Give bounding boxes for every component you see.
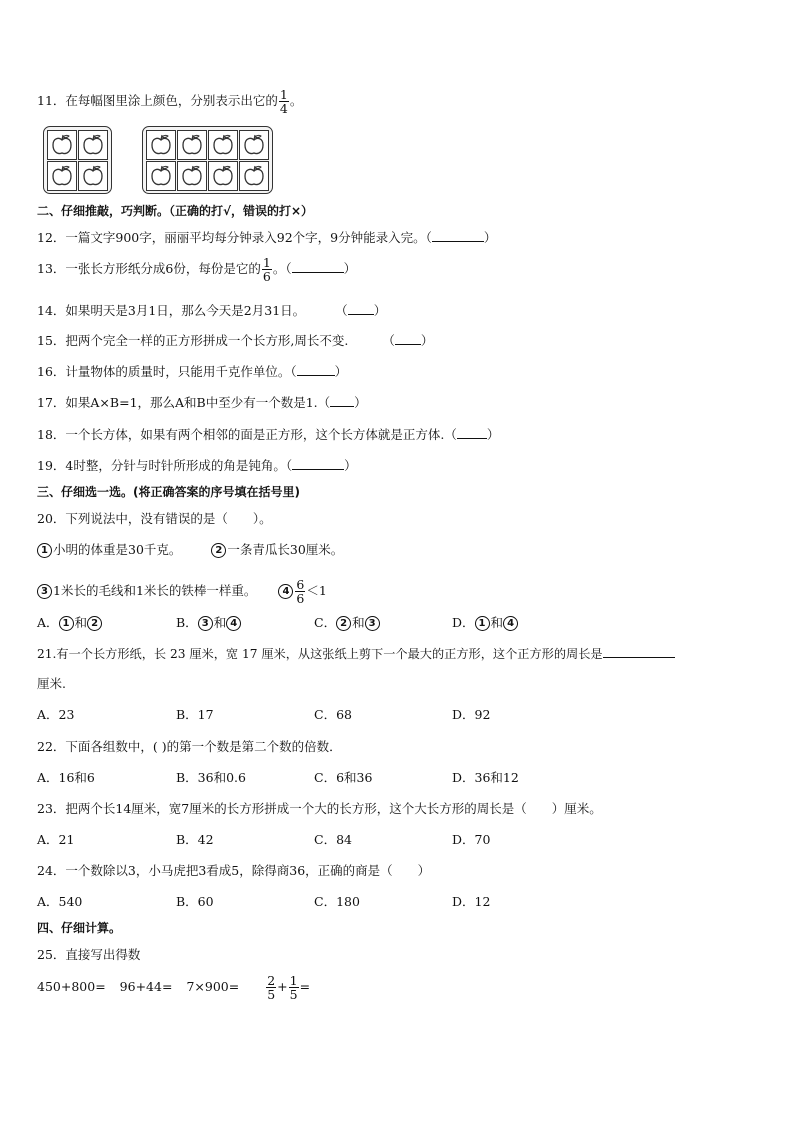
apple-icon xyxy=(211,133,235,157)
apple-cell[interactable] xyxy=(146,161,176,191)
option-a[interactable]: A．16和6 xyxy=(37,770,95,785)
option-d[interactable]: D． 1 和 4 xyxy=(452,614,519,632)
apple-cell[interactable] xyxy=(146,130,176,160)
apple-cell[interactable] xyxy=(78,161,108,191)
question-25: 25．直接写出得数 xyxy=(37,947,141,962)
answer-blank[interactable] xyxy=(330,394,354,407)
apple-icon xyxy=(242,164,266,188)
answer-blank[interactable] xyxy=(348,302,374,315)
apple-icon xyxy=(50,133,74,157)
question-14: 14．如果明天是3月1日，那么今天是2月31日。 （ ） xyxy=(37,303,387,318)
option-d[interactable]: D．36和12 xyxy=(452,770,519,785)
answer-blank[interactable] xyxy=(297,363,335,376)
apple-icon xyxy=(149,133,173,157)
fraction: $\frac{1}{6}$ xyxy=(262,255,271,284)
apple-cell[interactable] xyxy=(208,161,238,191)
option-b[interactable]: B． 3 和 4 xyxy=(176,614,242,632)
apple-icon xyxy=(50,164,74,188)
answer-blank[interactable] xyxy=(292,457,344,470)
question-19: 19．4时整，分针与时针所形成的角是钝角。（ ） xyxy=(37,458,357,473)
apple-icon xyxy=(149,164,173,188)
option-c[interactable]: C．84 xyxy=(314,832,352,847)
option-a[interactable]: A．540 xyxy=(37,894,83,909)
question-21: 21.有一个长方形纸，长 23 厘米，宽 17 厘米，从这张纸上剪下一个最大的正方形，这个正方形的周长是 xyxy=(37,645,675,663)
expression: 96+44= xyxy=(119,979,173,994)
apple-icon xyxy=(180,164,204,188)
answer-blank[interactable] xyxy=(603,645,675,658)
option-c[interactable]: C．68 xyxy=(314,707,352,722)
apple-cell[interactable] xyxy=(47,130,77,160)
apple-cell[interactable] xyxy=(47,161,77,191)
circled-number: 4 xyxy=(278,584,293,599)
option-c[interactable]: C．180 xyxy=(314,894,360,909)
expression: 7×900= xyxy=(186,979,240,994)
answer-blank[interactable] xyxy=(457,426,487,439)
option-b[interactable]: B．17 xyxy=(176,707,214,722)
fraction: $\frac{2}{5}$ xyxy=(267,973,276,1002)
circled-number: 2 xyxy=(211,543,226,558)
question-22: 22．下面各组数中，( )的第一个数是第二个数的倍数． xyxy=(37,739,342,754)
option-b[interactable]: B．36和0.6 xyxy=(176,770,246,785)
option-b[interactable]: B．60 xyxy=(176,894,214,909)
apple-tray-4 xyxy=(43,126,112,194)
option-d[interactable]: D．70 xyxy=(452,832,491,847)
section-2-heading: 二、仔细推敲，巧判断。（正确的打√，错误的打×） xyxy=(37,204,314,218)
apple-icon xyxy=(81,164,105,188)
question-11: 11．在每幅图里涂上颜色，分别表示出它的 $\frac{1}{4}$ 。 xyxy=(37,87,303,116)
section-3-heading: 三、仔细选一选。(将正确答案的序号填在括号里) xyxy=(37,485,300,499)
circled-number: 3 xyxy=(37,584,52,599)
question-20: 20．下列说法中，没有错误的是（ ）。 xyxy=(37,511,272,526)
question-text: 11．在每幅图里涂上颜色，分别表示出它的 xyxy=(37,93,278,108)
question-16: 16．计量物体的质量时，只能用千克作单位。（ ） xyxy=(37,364,348,379)
apple-cell[interactable] xyxy=(239,161,269,191)
question-24: 24．一个数除以3，小马虎把3看成5，除得商36，正确的商是（ ） xyxy=(37,863,431,878)
option-a[interactable]: A．21 xyxy=(37,832,75,847)
expression: 450+800= xyxy=(37,979,106,994)
question-12: 12．一篇文字900字，丽丽平均每分钟录入92个字，9分钟能录入完。（ ） xyxy=(37,230,497,245)
q20-statements-row-2: 3 1米长的毛线和1米长的铁棒一样重。 4 $\frac{6}{6}$ ＜1 xyxy=(37,578,327,605)
apple-cell[interactable] xyxy=(78,130,108,160)
apple-cell[interactable] xyxy=(239,130,269,160)
section-4-heading: 四、仔细计算。 xyxy=(37,921,122,935)
apple-tray-8 xyxy=(142,126,273,194)
apple-icon xyxy=(180,133,204,157)
calc-row: 450+800= 96+44= 7×900= $\frac{2}{5}$ + $\frac{1}{5}$ = xyxy=(37,973,311,1002)
answer-blank[interactable] xyxy=(432,229,484,242)
apple-icon xyxy=(211,164,235,188)
q21-unit: 厘米. xyxy=(37,676,66,691)
option-d[interactable]: D．12 xyxy=(452,894,491,909)
question-18: 18．一个长方体，如果有两个相邻的面是正方形，这个长方体就是正方体.（ ） xyxy=(37,427,500,442)
question-13: 13．一张长方形纸分成6份，每份是它的 $\frac{1}{6}$ 。（ ） xyxy=(37,255,357,284)
apple-icon xyxy=(242,133,266,157)
answer-blank[interactable] xyxy=(395,332,421,345)
q20-statements-row-1: 1 小明的体重是30千克。 2 一条青瓜长30厘米。 xyxy=(37,541,343,559)
option-a[interactable]: A． 1 和 2 xyxy=(37,614,103,632)
fraction: $\frac{1}{4}$ xyxy=(279,87,288,116)
circled-number: 1 xyxy=(37,543,52,558)
option-c[interactable]: C．6和36 xyxy=(314,770,373,785)
answer-blank[interactable] xyxy=(292,260,344,273)
apple-cell[interactable] xyxy=(177,130,207,160)
question-17: 17．如果A×B=1，那么A和B中至少有一个数是1.（ ） xyxy=(37,395,367,410)
fraction: $\frac{6}{6}$ xyxy=(296,577,305,606)
option-d[interactable]: D．92 xyxy=(452,707,491,722)
option-b[interactable]: B．42 xyxy=(176,832,214,847)
apple-cell[interactable] xyxy=(208,130,238,160)
fraction: $\frac{1}{5}$ xyxy=(289,973,298,1002)
question-23: 23．把两个长14厘米，宽7厘米的长方形拼成一个大的长方形，这个大长方形的周长是（ ）厘米。 xyxy=(37,801,602,816)
apple-icon xyxy=(81,133,105,157)
question-15: 15．把两个完全一样的正方形拼成一个长方形,周长不变. （ ） xyxy=(37,333,434,348)
option-a[interactable]: A．23 xyxy=(37,707,75,722)
option-c[interactable]: C． 2 和 3 xyxy=(314,614,381,632)
apple-cell[interactable] xyxy=(177,161,207,191)
